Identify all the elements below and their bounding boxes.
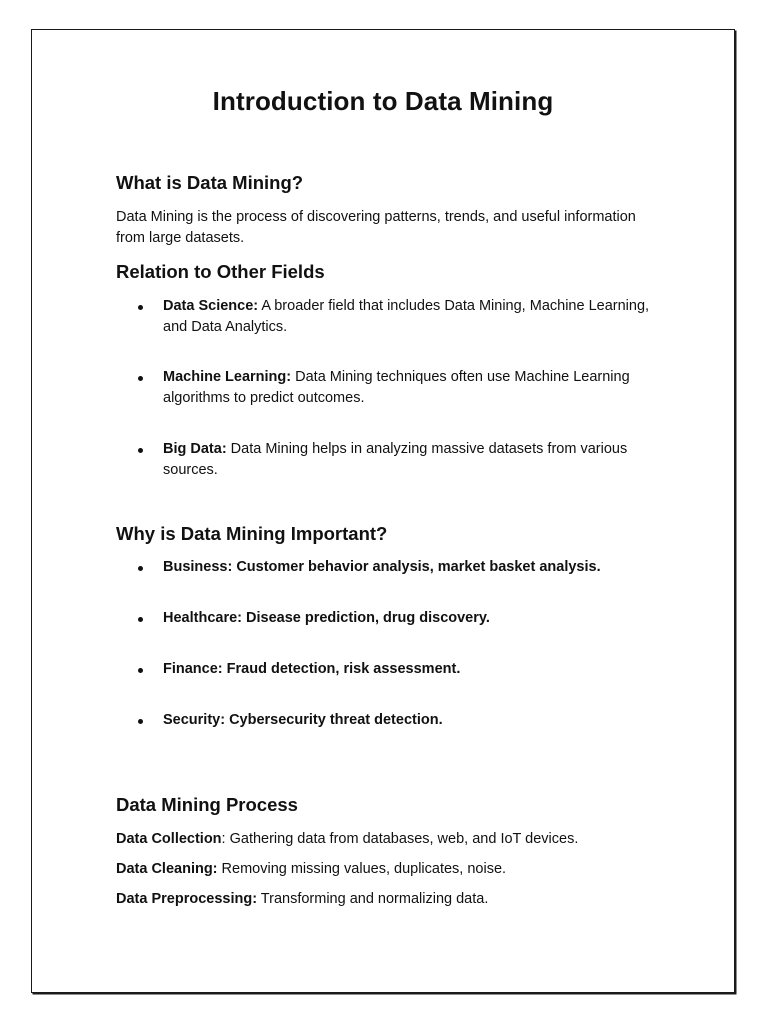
section-heading-what-is: What is Data Mining?	[116, 172, 304, 193]
bullet-icon	[138, 566, 143, 571]
process-step-preprocessing	[116, 889, 676, 910]
process-step-collection	[116, 829, 676, 850]
section-heading-process: Data Mining Process	[116, 794, 298, 815]
term-description: Data Mining helps in analyzing massive datasets from various sources.	[163, 441, 628, 478]
importance-item-text: Finance: Fraud detection, risk assessment.	[163, 661, 461, 677]
section-heading-importance: Why is Data Mining Important?	[116, 523, 388, 544]
bullet-icon	[138, 617, 143, 622]
process-step-cleaning	[116, 859, 676, 880]
step-label: Data Cleaning:	[116, 861, 218, 877]
importance-item-text: Healthcare: Disease prediction, drug discovery.	[163, 610, 490, 626]
term-label: Machine Learning:	[163, 369, 292, 385]
what-is-paragraph: Data Mining is the process of discovering patterns, trends, and useful information from large datasets.	[116, 209, 636, 246]
term-label: Data Science:	[163, 298, 259, 314]
bullet-icon	[138, 668, 143, 673]
term-label: Big Data:	[163, 441, 227, 457]
term-description: Data Mining techniques often use Machine Learning algorithms to predict outcomes.	[163, 369, 630, 406]
step-description: Removing missing values, duplicates, noise.	[217, 861, 507, 877]
bullet-icon	[138, 305, 143, 310]
step-label: Data Collection	[116, 831, 222, 847]
importance-item-text: Security: Cybersecurity threat detection.	[163, 712, 443, 728]
section-heading-relation: Relation to Other Fields	[116, 261, 325, 282]
step-description: Transforming and normalizing data.	[257, 891, 489, 907]
step-label: Data Preprocessing:	[116, 891, 258, 907]
step-description: : Gathering data from databases, web, and IoT devices.	[221, 831, 579, 847]
term-description: A broader field that includes Data Mining, Machine Learning, and Data Analytics.	[163, 298, 650, 335]
document-title: Introduction to Data Mining	[212, 86, 554, 116]
bullet-icon	[138, 719, 143, 724]
bullet-icon	[138, 448, 143, 453]
bullet-icon	[138, 376, 143, 381]
importance-item-text: Business: Customer behavior analysis, market basket analysis.	[163, 559, 601, 575]
